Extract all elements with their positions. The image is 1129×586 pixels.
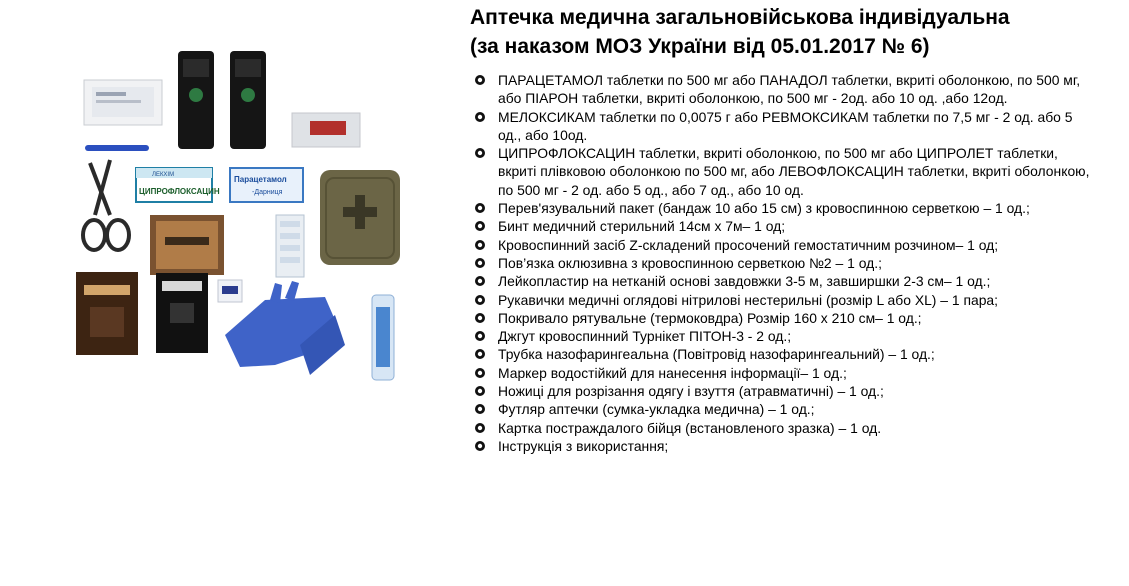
circle-bullet-icon <box>474 202 486 214</box>
scissors <box>83 160 129 250</box>
circle-bullet-icon <box>474 348 486 360</box>
circle-bullet-icon <box>474 385 486 397</box>
list-item <box>474 71 1094 108</box>
list-item <box>474 437 1094 455</box>
list-item-text: Перев'язувальний пакет (бандаж 10 або 15 см) з кровоспинною серветкою – 1 од.; <box>498 200 1030 217</box>
circle-bullet-icon <box>474 74 486 86</box>
list-item-text: Покривало рятувальне (термоковдра) Розмір 160 х 210 см– 1 од.; <box>498 309 922 326</box>
cipro-label: ЦИПРОФЛОКСАЦИН <box>139 187 220 196</box>
paracetamol-label: Парацетамол <box>234 175 287 184</box>
kit-items-list <box>474 71 1094 455</box>
list-item-text: МЕЛОКСИКАМ таблетки по 0,0075 г або РЕВМОКСИКАМ таблетки по 7,5 мг - 2 од. або 5 од., або 10од. <box>498 108 1073 143</box>
page-title <box>470 3 1120 61</box>
circle-bullet-icon <box>474 367 486 379</box>
olive-pouch <box>320 170 400 265</box>
list-item <box>474 309 1094 327</box>
list-item <box>474 144 1094 199</box>
list-item-text: Кровоспинний засіб Z-складений просочений гемостатичним розчином– 1 од; <box>498 236 999 253</box>
circle-bullet-icon <box>474 147 486 159</box>
circle-bullet-icon <box>474 275 486 287</box>
list-item <box>474 364 1094 382</box>
circle-bullet-icon <box>474 294 486 306</box>
list-item <box>474 272 1094 290</box>
list-item-text: Картка постраждалого бійця (встановленого зразка) – 1 од. <box>498 419 882 436</box>
list-item <box>474 345 1094 363</box>
ciprofloxacin-box <box>136 168 220 202</box>
list-item <box>474 419 1094 437</box>
title-line-2: (за наказом МОЗ України від 05.01.2017 № 6) <box>470 35 930 58</box>
list-item-text: Рукавички медичні оглядові нітрилові нестерильні (розмір L або XL) – 1 пара; <box>498 291 999 308</box>
list-item-text: Інструкція з використання; <box>498 437 669 454</box>
circle-bullet-icon <box>474 239 486 251</box>
list-item-text: ПАРАЦЕТАМОЛ таблетки по 500 мг або ПАНАДОЛ таблетки, вкриті оболонкою, по 500 мг, або ПІАРОН таблетки, вкриті оболонкою, по 500 мг - 2од. або 10 од. ,або 12од. <box>498 72 1081 107</box>
list-item-text: Лейкопластир на нетканій основі завдовжки 3-5 м, завширшки 2-3 см– 1 од.; <box>498 273 991 290</box>
list-item-text: Ножиці для розрізання одягу і взуття (атравматичні) – 1 од.; <box>498 383 884 400</box>
marker <box>85 145 149 151</box>
list-item <box>474 199 1094 217</box>
list-item <box>474 236 1094 254</box>
circle-bullet-icon <box>474 403 486 415</box>
circle-bullet-icon <box>474 422 486 434</box>
list-item <box>474 400 1094 418</box>
paracetamol-box <box>230 168 303 202</box>
title-line-1: Аптечка медична загальновійськова індивідуальна <box>470 6 1010 29</box>
circle-bullet-icon <box>474 440 486 452</box>
list-item-text: Трубка назофарингеальна (Повітровід назофарингеальний) – 1 од.; <box>498 346 935 363</box>
list-item-text: Маркер водостійкий для нанесення інформації– 1 од.; <box>498 364 847 381</box>
circle-bullet-icon <box>474 111 486 123</box>
circle-bullet-icon <box>474 330 486 342</box>
list-item-text: Бинт медичний стерильний 14см х 7м– 1 од; <box>498 218 786 235</box>
circle-bullet-icon <box>474 220 486 232</box>
list-item-text: Пов’язка оклюзивна з кровоспинною серветкою №2 – 1 од.; <box>498 254 882 271</box>
list-item <box>474 382 1094 400</box>
kit-contents-photo <box>70 45 415 390</box>
list-item <box>474 254 1094 272</box>
list-item <box>474 217 1094 235</box>
list-item-text: Футляр аптечки (сумка-укладка медична) – 1 од.; <box>498 401 815 418</box>
paracetamol-maker-label: -Дарниця <box>252 189 283 196</box>
brand-label: ЛЕКХІМ <box>152 172 175 178</box>
list-item <box>474 108 1094 145</box>
gloves <box>225 281 345 375</box>
list-item-text: ЦИПРОФЛОКСАЦИН таблетки, вкриті оболонкою, по 500 мг або ЦИПРОЛЕТ таблетки, вкриті плівковою оболонкою по 500 мг, або ЛЕВОФЛОКСАЦИН таблетки, вкриті оболонкою, по 500 мг - 2 од. або 5 од., або 7 од., або 10 од. <box>498 145 1090 198</box>
circle-bullet-icon <box>474 257 486 269</box>
list-item-text: Джгут кровоспинний Турнікет ПІТОН-3 - 2 од.; <box>498 328 792 345</box>
list-item <box>474 327 1094 345</box>
list-item <box>474 291 1094 309</box>
circle-bullet-icon <box>474 312 486 324</box>
